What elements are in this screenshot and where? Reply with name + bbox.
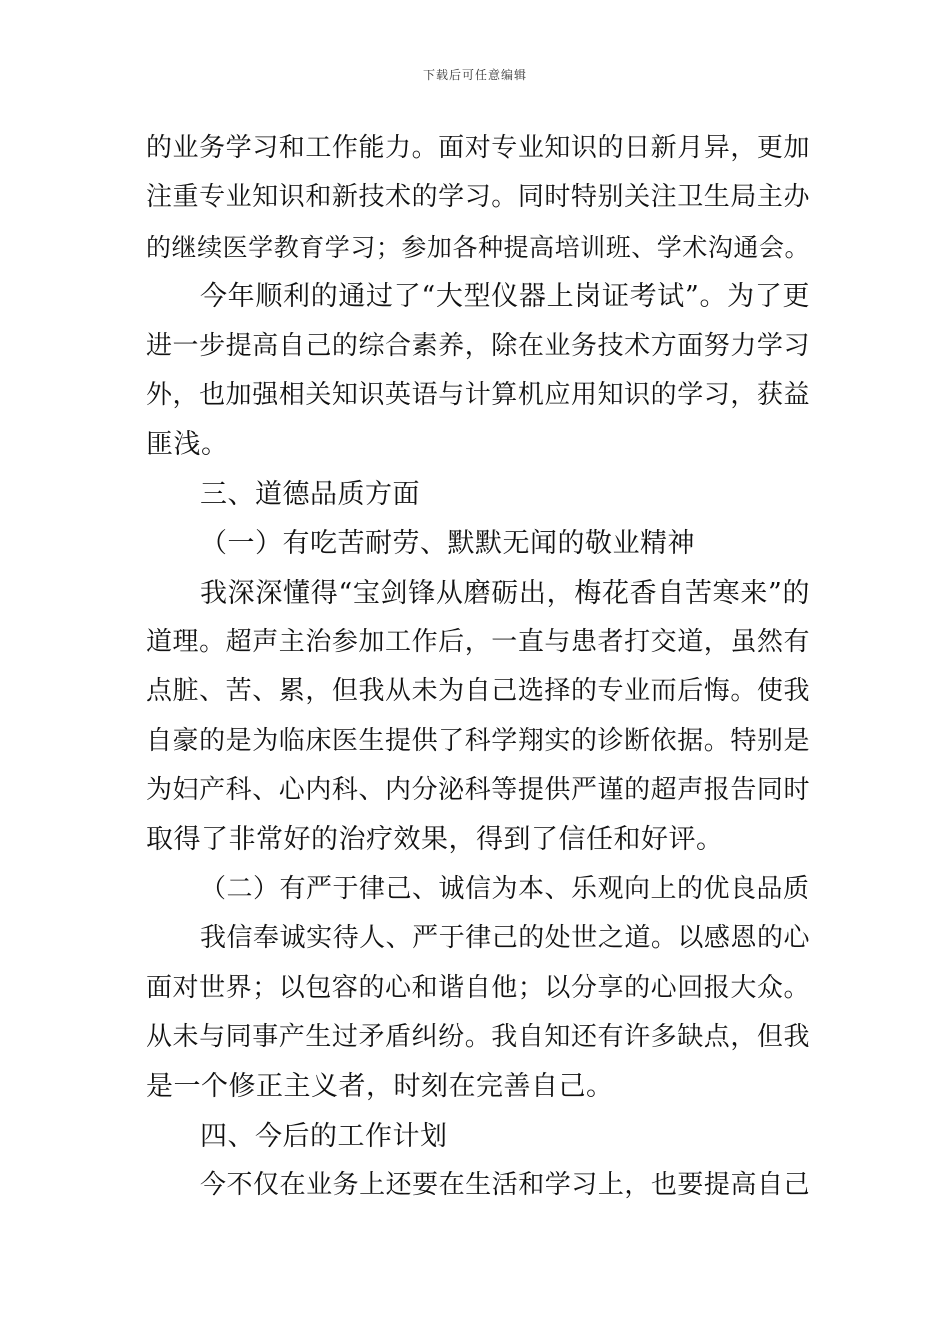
text-line: 自豪的是为临床医生提供了科学翔实的诊断依据。特别是: [146, 725, 810, 756]
section-heading: 四、今后的工作计划: [200, 1120, 448, 1152]
text-line: 是一个修正主义者，时刻在完善自己。: [146, 1071, 614, 1103]
text-line: 外，也加强相关知识英语与计算机应用知识的学习，获益: [146, 379, 810, 410]
text-line: 我信奉诚实待人、严于律己的处世之道。以感恩的心: [200, 923, 810, 954]
text-line: 取得了非常好的治疗效果，得到了信任和好评。: [146, 824, 724, 856]
text-line: 面对世界；以包容的心和谐自他；以分享的心回报大众。: [146, 972, 810, 1003]
text-line: 从未与同事产生过矛盾纠纷。我自知还有许多缺点，但我: [146, 1022, 810, 1053]
text-line: 点脏、苦、累，但我从未为自己选择的专业而后悔。使我: [146, 676, 810, 707]
subsection-heading: （二）有严于律己、诚信为本、乐观向上的优良品质: [200, 873, 810, 904]
text-line: 道理。超声主治参加工作后，一直与患者打交道，虽然有: [146, 626, 810, 657]
text-line: 的业务学习和工作能力。面对专业知识的日新月异，更加: [146, 133, 810, 163]
text-line: 为妇产科、心内科、内分泌科等提供严谨的超声报告同时: [146, 775, 810, 806]
text-line: 进一步提高自己的综合素养，除在业务技术方面努力学习: [146, 330, 810, 361]
text-line: 我深深懂得“宝剑锋从磨砺出，梅花香自苦寒来”的: [200, 577, 810, 609]
text-line: 注重专业知识和新技术的学习。同时特别关注卫生局主办: [146, 182, 810, 213]
text-line: 今不仅在业务上还要在生活和学习上，也要提高自己: [200, 1170, 810, 1201]
section-heading: 三、道德品质方面: [200, 478, 420, 510]
page-header: 下载后可任意编辑: [422, 68, 527, 82]
document-body: [146, 124, 810, 1211]
text-line: 匪浅。: [146, 429, 229, 461]
text-line: 今年顺利的通过了“大型仪器上岗证考试”。为了更: [200, 281, 810, 313]
text-line: 的继续医学教育学习；参加各种提高培训班、学术沟通会。: [146, 232, 810, 262]
subsection-heading: （一）有吃苦耐劳、默默无闻的敬业精神: [200, 528, 695, 560]
